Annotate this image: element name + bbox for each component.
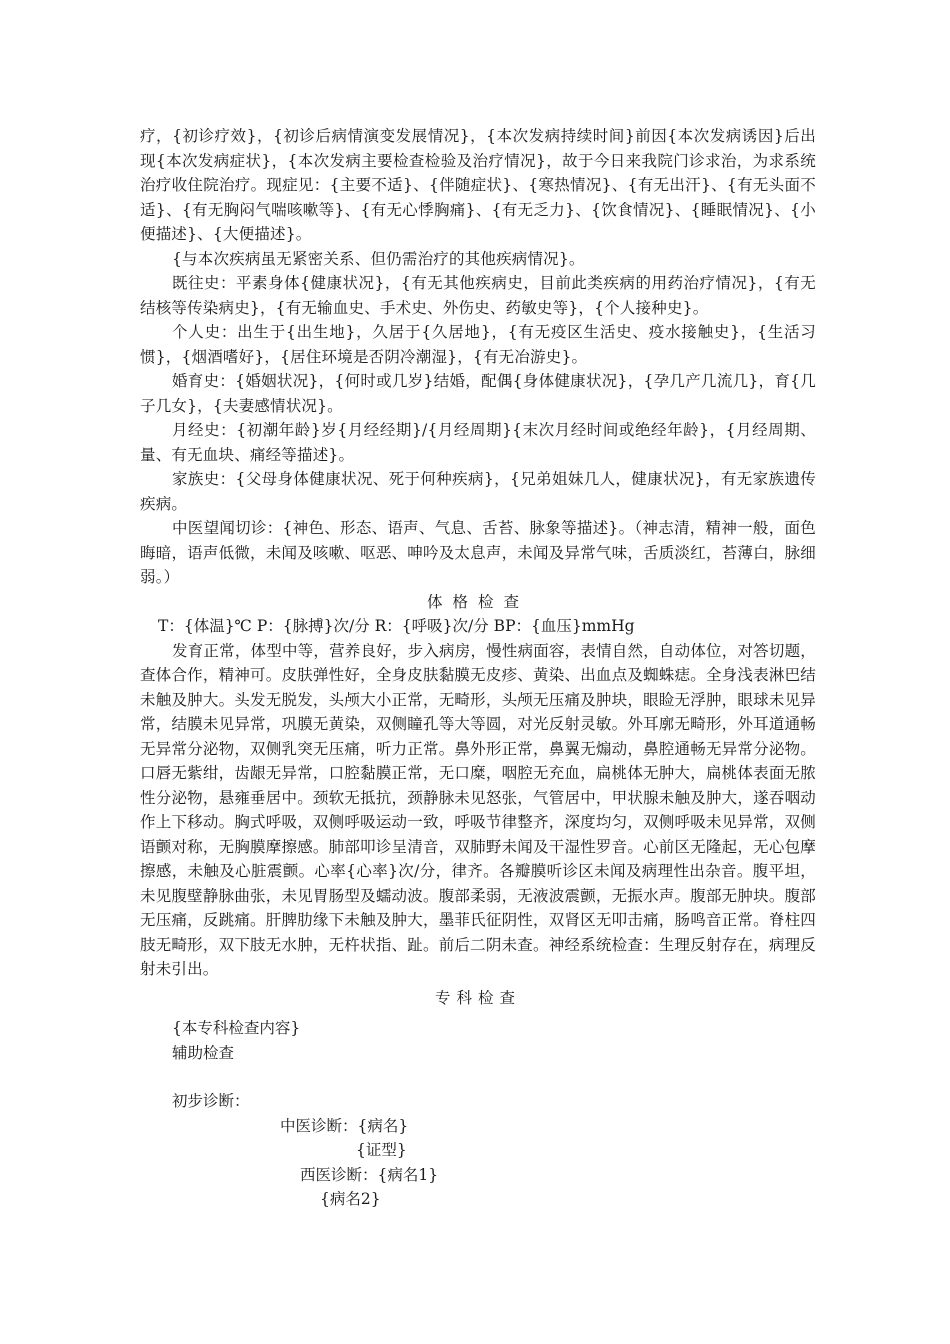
physical-exam-heading: 体格检查 xyxy=(426,592,529,611)
specialty-exam-content: {本专科检查内容} xyxy=(172,1019,301,1037)
vital-signs: T：{体温}℃ P：{脉搏}次/分 R：{呼吸}次/分 BP：{血压}mmHg xyxy=(158,617,635,635)
medical-record-page xyxy=(140,124,816,1212)
marital-history: 婚育史：{婚姻状况}，{何时或几岁}结婚，配偶{身体健康状况}，{孕几产几流几}，育{几子几女}，{夫妻感情状况}。 xyxy=(140,372,816,415)
western-diagnosis-2: {病名2} xyxy=(320,1190,381,1208)
history-of-present-illness: 疗，{初诊疗效}，{初诊后病情演变发展情况}，{本次发病持续时间}前因{本次发病诱因}后出现{本次发病症状}，{本次发病主要检查检验及治疗情况}，故于今日来我院门诊求治，为求系统治疗收住院治疗。现症见：{主要不适}、{伴随症状}、{寒热情况}、{有无出汗}、{有无头面不适}、{有无胸闷气喘咳嗽等}、{有无心悸胸痛}、{有无乏力}、{饮食情况}、{睡眠情况}、{小便描述}、{大便描述}。 xyxy=(140,127,816,243)
preliminary-diagnosis-label: 初步诊断： xyxy=(172,1092,250,1110)
tcm-inspection: 中医望闻切诊：{神色、形态、语声、气息、舌苔、脉象等描述}。（神志清，精神一般，面色晦暗，语声低微，未闻及咳嗽、呕恶、呻吟及太息声，未闻及异常气味，舌质淡红，苔薄白，脉细弱。） xyxy=(140,519,816,586)
personal-history: 个人史：出生于{出生地}，久居于{久居地}，{有无疫区生活史、疫水接触史}，{生活习惯}，{烟酒嗜好}，{居住环境是否阴冷潮湿}，{有无冶游史}。 xyxy=(140,323,816,366)
physical-exam-body: 发育正常，体型中等，营养良好，步入病房，慢性病面容，表情自然，自动体位，对答切题，查体合作，精神可。皮肤弹性好，全身皮肤黏膜无皮疹、黄染、出血点及蜘蛛痣。全身浅表淋巴结未触及肿大。头发无脱发，头颅大小正常，无畸形，头颅无压痛及肿块，眼睑无浮肿，眼球未见异常，结膜未见异常，巩膜无黄染，双侧瞳孔等大等圆，对光反射灵敏。外耳廓无畸形，外耳道通畅无异常分泌物，双侧乳突无压痛，听力正常。鼻外形正常，鼻翼无煽动，鼻腔通畅无异常分泌物。口唇无紫绀，齿龈无异常，口腔黏膜正常，无口糜，咽腔无充血，扁桃体无肿大，扁桃体表面无脓性分泌物，悬雍垂居中。颈软无抵抗，颈静脉未见怒张，气管居中，甲状腺未触及肿大，遂吞咽动作上下移动。胸式呼吸，双侧呼吸运动一致，呼吸节律整齐，深度均匀，双侧呼吸未见异常，双侧语颤对称，无胸膜摩擦感。肺部叩诊呈清音，双肺野未闻及干湿性罗音。心前区无隆起，无心包摩擦感，未触及心脏震颤。心率{心率}次/分，律齐。各瓣膜听诊区未闻及病理性出杂音。腹平坦，未见腹壁静脉曲张，未见胃肠型及蠕动波。腹部柔弱，无液波震颤，无振水声。腹部无肿块。腹部无压痛，反跳痛。肝脾肋缘下未触及肿大，墨菲氏征阴性，双肾区无叩击痛，肠鸣音正常。脊柱四肢无畸形，双下肢无水肿，无杵状指、趾。前后二阴未查。神经系统检查：生理反射存在，病理反射未引出。 xyxy=(140,641,816,978)
past-history: 既往史：平素身体{健康状况}，{有无其他疾病史，目前此类疾病的用药治疗情况}，{有无结核等传染病史}，{有无输血史、手术史、外伤史、药敏史等}，{个人接种史}。 xyxy=(140,274,816,317)
auxiliary-exam-label: 辅助检查 xyxy=(172,1043,235,1062)
family-history: 家族史：{父母身体健康状况、死于何种疾病}，{兄弟姐妹几人，健康状况}，有无家族遗传疾病。 xyxy=(140,470,816,513)
tcm-syndrome: {证型} xyxy=(356,1141,407,1159)
tcm-diagnosis: 中医诊断：{病名} xyxy=(280,1116,409,1135)
specialty-exam-heading: 专科检查 xyxy=(434,988,521,1007)
menstrual-history: 月经史：{初潮年龄}岁{月经经期}/{月经周期}{末次月经时间或绝经年龄}，{月经周期、量、有无血块、痛经等描述}。 xyxy=(140,421,816,464)
other-conditions: {与本次疾病虽无紧密关系、但仍需治疗的其他疾病情况}。 xyxy=(172,249,585,268)
western-diagnosis: 西医诊断：{病名1} xyxy=(300,1165,439,1184)
